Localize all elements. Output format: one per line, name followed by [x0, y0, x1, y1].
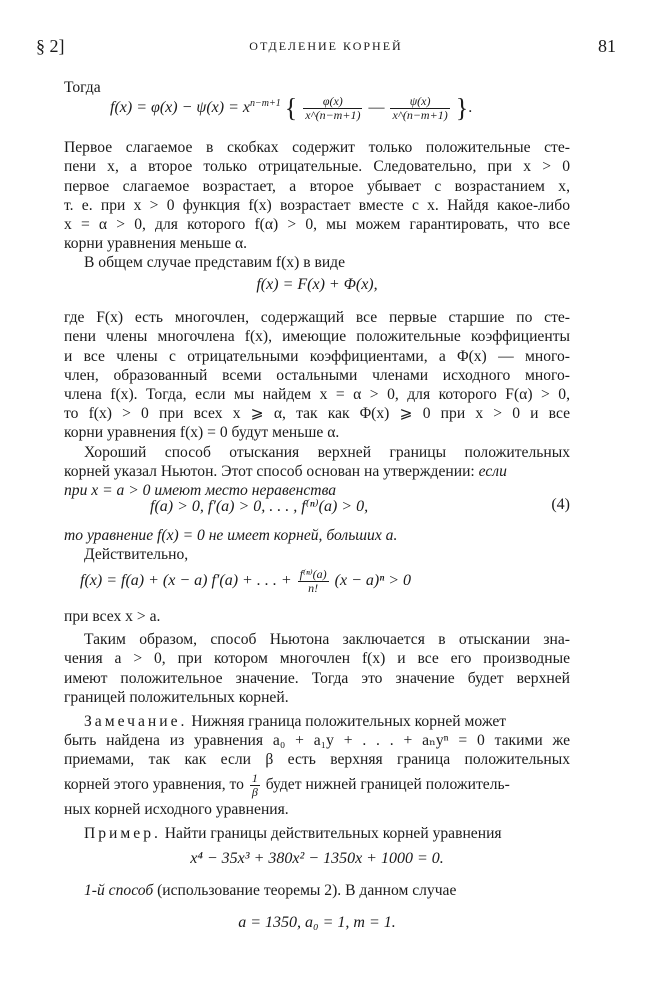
equation-7: a = 1350, a₀ = 1, m = 1. [238, 914, 396, 931]
eq5-part-a: f(x) = f(a) + (x − a) f′(a) + . . . + [80, 572, 292, 590]
text-span: корней указал Ньютон. Этот способ основан на утверждении: [64, 463, 479, 480]
text-line [84, 881, 590, 900]
right-brace-symbol: } [455, 93, 469, 123]
text-line [64, 772, 570, 799]
text-line [84, 824, 590, 843]
text-span: (использование теоремы 2). В данном случае [153, 882, 457, 899]
text-line: приемами, так как если β есть верхняя граница положительных [64, 751, 570, 768]
equation-4: f(a) > 0, f′(a) > 0, . . . , f⁽ⁿ⁾(a) > 0, [150, 498, 369, 515]
text-line: границей положительных корней. [64, 689, 289, 706]
equation-1 [110, 95, 570, 122]
text-line: В общем случае представим f(x) в виде [84, 254, 346, 271]
equation-number: (4) [551, 496, 570, 513]
method-label: 1-й способ [84, 882, 154, 899]
text-line: быть найдена из уравнения a₀ + a₁y + . . . + aₙyⁿ = 0 такими же [64, 732, 570, 749]
italic-span: если [478, 463, 507, 480]
eq1-f2-num: ψ(x) [409, 94, 431, 108]
one-over-beta-fraction [250, 772, 260, 799]
equation-2: f(x) = F(x) + Φ(x), [256, 276, 378, 293]
text-line: Первое слагаемое в скобках содержит только положительные сте- [64, 139, 570, 156]
equation-5 [80, 568, 560, 595]
text-span: Найти границы действительных корней уравнения [160, 825, 502, 842]
text-line: x = α > 0, для которого f(α) > 0, мы можем гарантировать, что все [64, 216, 570, 233]
minus-sign: — [368, 99, 385, 117]
eq1-lhs: f(x) = φ(x) − ψ(x) = x [110, 99, 250, 117]
text-line: пени x, а второе только отрицательные. Следовательно, при x > 0 [64, 158, 570, 175]
eq5-den: n! [298, 581, 329, 595]
text-span: будет нижней границей положитель- [265, 776, 510, 794]
text-line: первое слагаемое возрастает, а второе убывает с возрастанием x, [64, 178, 570, 195]
text-line: где F(x) есть многочлен, содержащий все первые старшие по сте- [64, 309, 570, 326]
section-number: § 2] [36, 36, 65, 56]
text-line: при всех x > a. [64, 608, 161, 625]
text-line [84, 712, 590, 731]
eq1-f2-den: x^(n−m+1) [392, 108, 448, 122]
text-line: т. е. при x > 0 функция f(x) возрастает вместе с x. Найдя какое-либо [64, 197, 570, 214]
eq5-num: f⁽ⁿ⁾(a) [299, 567, 327, 581]
text-span: Нижняя граница положительных корней может [187, 713, 507, 730]
eq1-f1-num: φ(x) [322, 94, 343, 108]
text-line: ных корней исходного уравнения. [64, 801, 289, 818]
eq5-fraction [298, 568, 329, 595]
text-line-italic: при x = a > 0 имеют место неравенства [64, 482, 337, 499]
period-mark: . [468, 99, 473, 117]
text-line: член, образованный всеми остальными членами исходного много- [64, 367, 570, 384]
running-header [36, 36, 616, 60]
remark-label: Замечание. [84, 713, 188, 730]
text-line [64, 462, 570, 481]
text-span: корней этого уравнения, то [64, 776, 244, 794]
text-line: корни уравнения меньше α. [64, 235, 248, 252]
chapter-title: ОТДЕЛЕНИЕ КОРНЕЙ [249, 39, 403, 53]
eq5-part-b: (x − a)ⁿ > 0 [334, 572, 412, 590]
text-line: корни уравнения f(x) = 0 будут меньше α. [64, 424, 340, 441]
text-line: Тогда [64, 79, 101, 96]
text-line: чения a > 0, при котором многочлен f(x) и все его производные [64, 650, 570, 667]
frac-num: 1 [251, 771, 258, 785]
text-line: Действительно, [84, 546, 189, 563]
text-line: члена f(x). Тогда, если мы найдем x = α > 0, для которого F(α) > 0, [64, 386, 570, 403]
eq1-fraction-2 [390, 95, 449, 122]
page-number: 81 [598, 36, 616, 56]
text-line: Таким образом, способ Ньютона заключается в отыскании зна- [84, 631, 570, 648]
text-line-italic: то уравнение f(x) = 0 не имеет корней, больших a. [64, 527, 398, 544]
eq1-fraction-1 [303, 95, 362, 122]
text-line: и все члены с отрицательными коэффициентами, а Φ(x) — много- [64, 348, 570, 365]
text-line: то f(x) > 0 при всех x ⩾ α, так как Φ(x) ⩾ 0 при x > 0 и все [64, 405, 570, 422]
text-line: Хороший способ отыскания верхней границы положительных [84, 444, 570, 461]
left-brace-symbol: { [284, 93, 298, 123]
equation-6: x⁴ − 35x³ + 380x² − 1350x + 1000 = 0. [190, 850, 444, 867]
eq1-f1-den: x^(n−m+1) [305, 108, 361, 122]
eq1-exponent: n−m+1 [250, 97, 281, 109]
text-line: пени члены многочлена f(x), имеющие положительные коэффициенты [64, 328, 570, 345]
example-label: Пример. [84, 825, 161, 842]
frac-den: β [250, 785, 260, 799]
text-line: имеют положительное значение. Тогда это значение будет верхней [64, 670, 570, 687]
